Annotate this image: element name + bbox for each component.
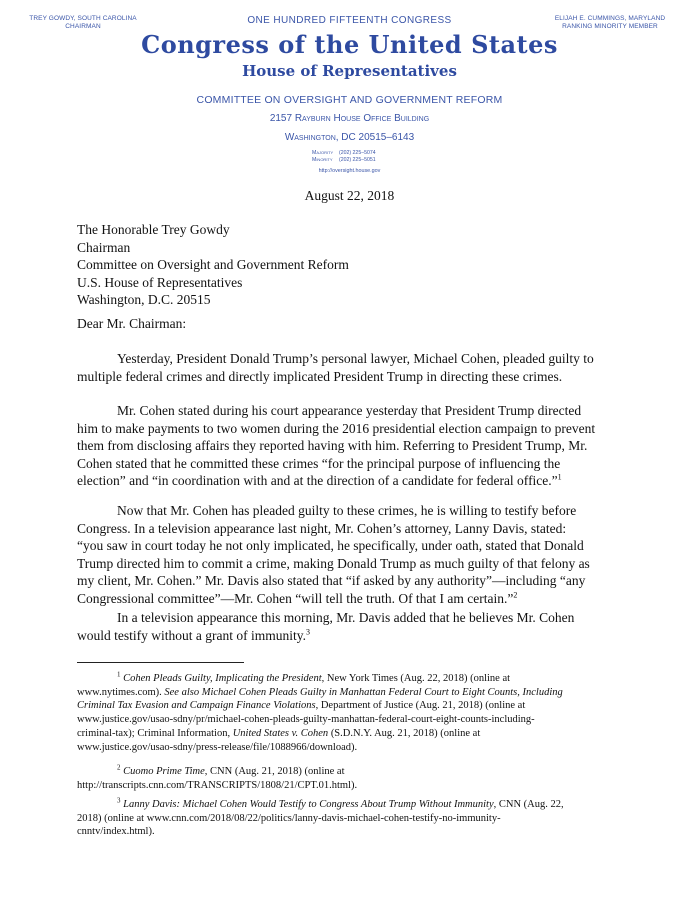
congress-title: Congress of the United States [141,30,558,59]
addressee-line: Chairman [77,239,131,255]
addressee-line: The Honorable Trey Gowdy [77,222,230,237]
committee-website: http://oversight.house.gov [318,168,381,174]
majority-phone: (202) 225–5074 [339,150,376,156]
paragraph-line: Cohen stated that he committed these crimes “for the principal purpose of influencing the [77,455,561,471]
footnote-link[interactable]: 2018) (online at www.cnn.com/2018/08/22/politics/lanny-davis-michael-cohen-testify-no-immunity- [77,812,501,824]
footnote-link[interactable]: http://transcripts.cnn.com/TRANSCRIPTS/1808/21/CPT.01.html). [77,779,358,791]
footnote-source-title: Lanny Davis: Michael Cohen Would Testify to Congress About Trump Without Immunity [123,799,494,810]
footnote-link[interactable]: www.nytimes.com). [77,686,165,698]
paragraph-line: multiple federal crimes and directly implicated President Trump in directing these crimes. [77,368,563,384]
footnote-line [77,672,647,686]
footnote-text: , CNN (Aug. 22, [493,799,564,810]
paragraph-line: them from disclosing affairs they reported having with him. Referring to President Trump, Mr. [77,438,588,453]
paragraph-line [77,627,637,645]
paragraph-line [77,590,637,608]
paragraph-line: Mr. Cohen stated during his court appearance yesterday that President Trump directed [117,403,582,418]
footnote-link[interactable]: cnntv/index.html). [77,826,155,838]
footnote-text: , CNN (Aug. 21, 2018) (online at [204,766,345,777]
footnote-number: 1 [117,670,121,679]
paragraph-line: him to make payments to two women during the 2016 presidential election campaign to prevent [77,420,596,436]
footnote-line [77,765,647,779]
footnote-number: 2 [117,763,121,772]
ranking-member-title: RANKING MINORITY MEMBER [562,23,658,30]
footnote-text: (S.D.N.Y. Aug. 21, 2018) (online at [328,727,481,739]
chairman-name: TREY GOWDY, SOUTH CAROLINA [29,15,137,22]
paragraph-line: Now that Mr. Cohen has pleaded guilty to these crimes, he is willing to testify before [117,503,577,518]
address-line-1: 2157 Rayburn House Office Building [269,113,430,124]
ranking-member-name: ELIJAH E. CUMMINGS, MARYLAND [554,15,666,22]
footnote-ref-2[interactable]: 2 [513,590,518,599]
address-line-2: Washington, DC 20515–6143 [284,132,415,143]
paragraph-4 [77,609,637,644]
footnote-text: New York Times (Aug. 22, 2018) (online at [324,673,511,684]
paragraph-line: In a television appearance this morning, Mr. Davis added that he believes Mr. Cohen [117,610,575,625]
footnote-2 [77,765,647,792]
paragraph-line: my client, Mr. Cohen.” Mr. Davis also stated that “if asked by any authority”—including “any [77,573,586,588]
minority-phone: (202) 225–5051 [339,157,376,163]
footnote-line [77,686,647,700]
footnote-text: criminal-tax); Criminal Information, [77,727,233,739]
chairman-title: CHAIRMAN [65,23,101,30]
footnote-text: , Department of Justice (Aug. 21, 2018) (online at [315,700,526,712]
addressee-line: Washington, D.C. 20515 [77,292,211,307]
letter-date: August 22, 2018 [304,188,395,203]
footnote-1 [77,672,647,754]
addressee-block [77,221,349,309]
footnote-divider [77,662,244,663]
congress-number: ONE HUNDRED FIFTEENTH CONGRESS [247,15,452,26]
footnote-source-title: Criminal Tax Evasion and Campaign Finance Violations [77,700,316,712]
paragraph-line: Trump directed him to commit a crime, making Donald Trump as much guilty of that felony as [77,555,590,571]
footnote-line [77,727,647,741]
paragraph-line-text: would testify without a grant of immunity. [77,627,306,643]
footnote-case-name: United States v. Cohen [232,727,329,739]
footnote-ref-3[interactable]: 3 [305,627,310,636]
house-title: House of Representatives [242,62,457,80]
paragraph-3 [77,502,637,607]
footnote-link[interactable]: www.justice.gov/usao-sdny/pr/michael-cohen-pleads-guilty-manhattan-federal-court-eight-counts-including- [77,714,535,726]
footnote-ref-1[interactable]: 1 [557,472,562,482]
paragraph-line: Congress. In a television appearance last night, Mr. Cohen’s attorney, Lanny Davis, stated: [77,520,567,536]
footnote-link[interactable]: www.justice.gov/usao-sdny/press-release/file/1088966/download). [77,741,358,753]
paragraph-line [77,472,637,490]
footnote-number: 3 [117,796,121,805]
addressee-line: U.S. House of Representatives [77,274,243,290]
paragraph-line: “you saw in court today he not only implicated, he specifically, under oath, stated that Donald [77,538,584,553]
paragraph-line-text: election” and “in coordination with and at the direction of a candidate for federal office.” [77,473,558,488]
footnote-source-title: Cohen Pleads Guilty, Implicating the President, [123,673,325,684]
paragraph-line-text: Congressional committee”—Mr. Cohen “will tell the truth. Of that I am certain.” [77,590,514,606]
minority-label: Minority [312,157,333,163]
addressee-line: Committee on Oversight and Government Reform [77,257,349,272]
paragraph-2 [77,402,637,490]
majority-label: Majority [312,150,334,156]
phone-numbers [312,150,376,164]
footnote-source-title: See also Michael Cohen Pleads Guilty in Manhattan Federal Court to Eight Counts, Including [164,686,563,698]
footnote-line [77,699,647,713]
committee-name: COMMITTEE ON OVERSIGHT AND GOVERNMENT REFORM [196,94,503,106]
footnote-3 [77,798,647,839]
footnote-line [77,798,647,812]
paragraph-line: Yesterday, President Donald Trump’s personal lawyer, Michael Cohen, pleaded guilty to [117,351,594,366]
salutation: Dear Mr. Chairman: [77,316,187,331]
footnote-source-title: Cuomo Prime Time [123,766,205,777]
paragraph-1 [77,350,637,385]
